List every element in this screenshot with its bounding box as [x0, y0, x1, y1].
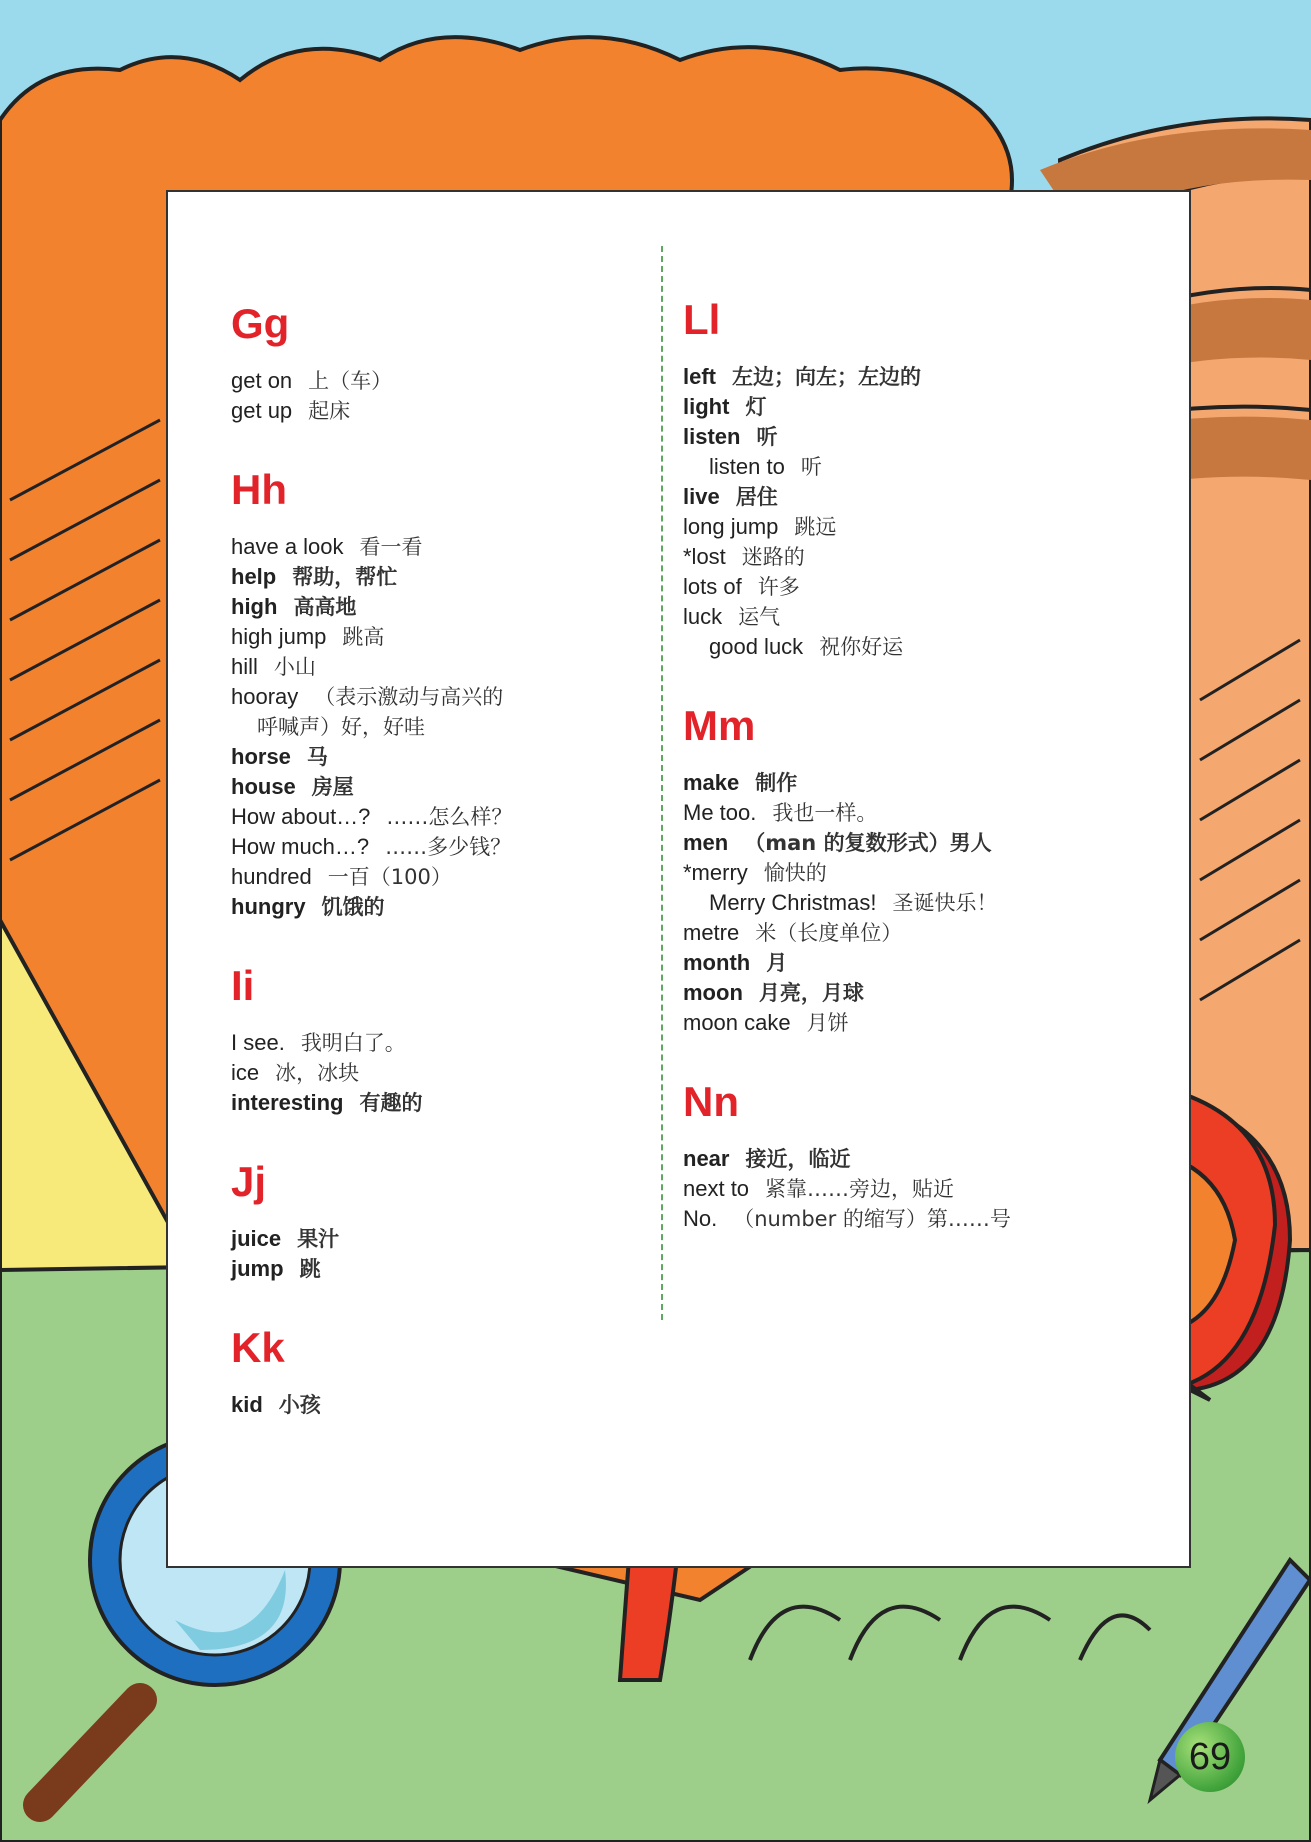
vocab-entry [231, 652, 631, 682]
vocab-entry [683, 978, 1113, 1008]
vocab-meaning: 看一看 [359, 535, 423, 559]
vocab-entry [683, 888, 1113, 918]
vocab-word: ice [231, 1060, 260, 1085]
vocab-meaning: 起床 [308, 399, 351, 423]
vocab-word: How about…? [231, 804, 371, 829]
vocab-meaning: 迷路的 [741, 545, 805, 569]
vocab-meaning: 房屋 [311, 775, 354, 799]
vocab-entry [231, 892, 631, 922]
vocab-meaning: 愉快的 [763, 861, 827, 885]
vocab-word: month [683, 950, 751, 975]
vocab-word: moon [683, 980, 743, 1005]
section-letter-heading: Mm [683, 702, 756, 749]
vocab-word: good luck [709, 634, 804, 659]
vocab-word: metre [683, 920, 740, 945]
page-number-badge [1175, 1722, 1245, 1792]
vocab-meaning: 跳远 [794, 515, 837, 539]
vocab-entry [231, 742, 631, 772]
vocab-entry [231, 1390, 631, 1420]
vocab-meaning: 帮助，帮忙 [292, 565, 398, 589]
vocab-word: live [683, 484, 720, 509]
vocab-word: hundred [231, 864, 312, 889]
vocab-word: *lost [683, 544, 726, 569]
vocab-entry [231, 712, 631, 742]
vocab-meaning: 马 [306, 745, 328, 769]
vocab-meaning: 灯 [745, 395, 767, 419]
vocab-word: How much…? [231, 834, 370, 859]
vocab-word: have a look [231, 534, 344, 559]
vocab-entry [683, 1204, 1113, 1234]
vocab-word: Me too. [683, 800, 757, 825]
vocab-entry [683, 572, 1113, 602]
vocab-entry [231, 1058, 631, 1088]
section-letter-heading: Nn [683, 1078, 739, 1125]
vocab-entry [683, 1008, 1113, 1038]
vocab-word: get on [231, 368, 293, 393]
vocab-word: make [683, 770, 740, 795]
vocab-meaning: 高高地 [293, 595, 357, 619]
vocab-word: left [683, 364, 716, 389]
vocab-meaning: 月 [766, 951, 788, 975]
vocab-entry [683, 632, 1113, 662]
vocab-meaning: （number 的缩写）第……号 [733, 1207, 1011, 1231]
vocab-word: hooray [231, 684, 299, 709]
section-letter-heading: Gg [231, 300, 290, 347]
section-letter-heading: Kk [231, 1324, 285, 1371]
vocab-meaning: 月饼 [806, 1011, 849, 1035]
letter-section [683, 702, 1113, 1038]
vocab-word: hungry [231, 894, 306, 919]
letter-section [683, 296, 1113, 662]
vocab-entry [683, 798, 1113, 828]
vocab-meaning: 跳高 [342, 625, 385, 649]
vocab-entry [683, 948, 1113, 978]
section-letter-heading: Ii [231, 962, 255, 1009]
vocab-word: light [683, 394, 730, 419]
vocab-entry [683, 768, 1113, 798]
vocab-word: hill [231, 654, 258, 679]
section-letter-heading: Hh [231, 466, 287, 513]
vocab-meaning: 居住 [735, 485, 778, 509]
vocab-meaning: 小山 [273, 655, 316, 679]
vocab-word: high [231, 594, 278, 619]
vocab-entry [683, 362, 1113, 392]
vocab-word: men [683, 830, 729, 855]
letter-section [231, 1324, 631, 1420]
vocab-meaning: 上（车） [308, 369, 393, 393]
vocab-entry [683, 512, 1113, 542]
letter-section [231, 1158, 631, 1284]
vocab-entry [231, 1254, 631, 1284]
vocab-entry [683, 542, 1113, 572]
vocab-entry [231, 396, 631, 426]
vocab-entry [231, 622, 631, 652]
vocab-meaning: ……多少钱？ [385, 835, 512, 859]
vocab-meaning: 小孩 [278, 1393, 321, 1417]
vocab-word: interesting [231, 1090, 344, 1115]
vocab-entry [683, 1174, 1113, 1204]
letter-section [231, 300, 631, 426]
vocab-entry [231, 802, 631, 832]
vocab-meaning: 制作 [755, 771, 798, 795]
vocab-meaning: 呼喊声）好，好哇 [257, 715, 425, 739]
letter-section [683, 1078, 1113, 1234]
vocab-entry [231, 772, 631, 802]
vocab-word: jump [231, 1256, 284, 1281]
vocab-word: *merry [683, 860, 748, 885]
vocab-meaning: 听 [800, 455, 822, 479]
section-letter-heading: Jj [231, 1158, 267, 1205]
vocab-meaning: 跳 [299, 1257, 321, 1281]
vocab-entry [683, 482, 1113, 512]
vocab-word: near [683, 1146, 730, 1171]
vocab-entry [683, 828, 1113, 858]
vocab-word: listen [683, 424, 741, 449]
vocab-entry [683, 858, 1113, 888]
vocab-word: moon cake [683, 1010, 791, 1035]
vocab-meaning: （man 的复数形式）男人 [744, 831, 992, 855]
vocab-entry [683, 1144, 1113, 1174]
vocab-word: long jump [683, 514, 779, 539]
vocab-word: kid [231, 1392, 263, 1417]
vocab-entry [683, 392, 1113, 422]
vocab-entry [231, 1088, 631, 1118]
vocab-meaning: 米（长度单位） [755, 921, 903, 945]
vocab-entry [231, 1224, 631, 1254]
vocab-meaning: 月亮，月球 [758, 981, 864, 1005]
right-column [683, 296, 1113, 1274]
vocab-meaning: 饥饿的 [321, 895, 385, 919]
vocab-entry [683, 602, 1113, 632]
vocab-entry [231, 562, 631, 592]
vocab-entry [231, 682, 631, 712]
vocab-word: juice [231, 1226, 282, 1251]
vocab-meaning: ……怎么样？ [386, 805, 513, 829]
vocab-meaning: 一百（100） [327, 865, 452, 889]
vocab-word: horse [231, 744, 291, 769]
vocab-meaning: 左边；向左；左边的 [732, 365, 921, 389]
vocab-meaning: 我也一样。 [772, 801, 878, 825]
vocab-meaning: 听 [756, 425, 778, 449]
vocab-entry [683, 452, 1113, 482]
section-letter-heading: Ll [683, 296, 721, 343]
vocab-meaning: 紧靠……旁边，贴近 [765, 1177, 955, 1201]
left-column [231, 300, 631, 1460]
vocab-meaning: 圣诞快乐！ [892, 891, 998, 915]
page-number: 69 [1188, 1735, 1232, 1778]
letter-section [231, 962, 631, 1118]
vocab-entry [683, 422, 1113, 452]
vocab-meaning: 有趣的 [359, 1091, 423, 1115]
vocab-entry [231, 832, 631, 862]
vocab-word: Merry Christmas! [709, 890, 877, 915]
vocab-entry [231, 862, 631, 892]
vocab-word: No. [683, 1206, 718, 1231]
vocab-entry [231, 1028, 631, 1058]
vocab-meaning: 接近，临近 [745, 1147, 851, 1171]
vocab-word: help [231, 564, 277, 589]
vocab-word: lots of [683, 574, 742, 599]
vocab-word: next to [683, 1176, 750, 1201]
vocab-meaning: 我明白了。 [300, 1031, 406, 1055]
vocab-word: I see. [231, 1030, 285, 1055]
vocab-entry [683, 918, 1113, 948]
vocab-entry [231, 592, 631, 622]
vocab-meaning: 冰，冰块 [275, 1061, 360, 1085]
vocab-meaning: （表示激动与高兴的 [314, 685, 504, 709]
letter-section [231, 466, 631, 922]
vocab-entry [231, 366, 631, 396]
vocab-word: listen to [709, 454, 785, 479]
vocab-meaning: 运气 [738, 605, 781, 629]
column-divider [661, 246, 663, 1320]
vocab-meaning: 果汁 [297, 1227, 340, 1251]
vocab-word: high jump [231, 624, 327, 649]
vocab-word: house [231, 774, 296, 799]
vocab-meaning: 许多 [757, 575, 800, 599]
vocab-meaning: 祝你好运 [819, 635, 904, 659]
vocab-word: get up [231, 398, 293, 423]
vocab-entry [231, 532, 631, 562]
vocab-word: luck [683, 604, 723, 629]
